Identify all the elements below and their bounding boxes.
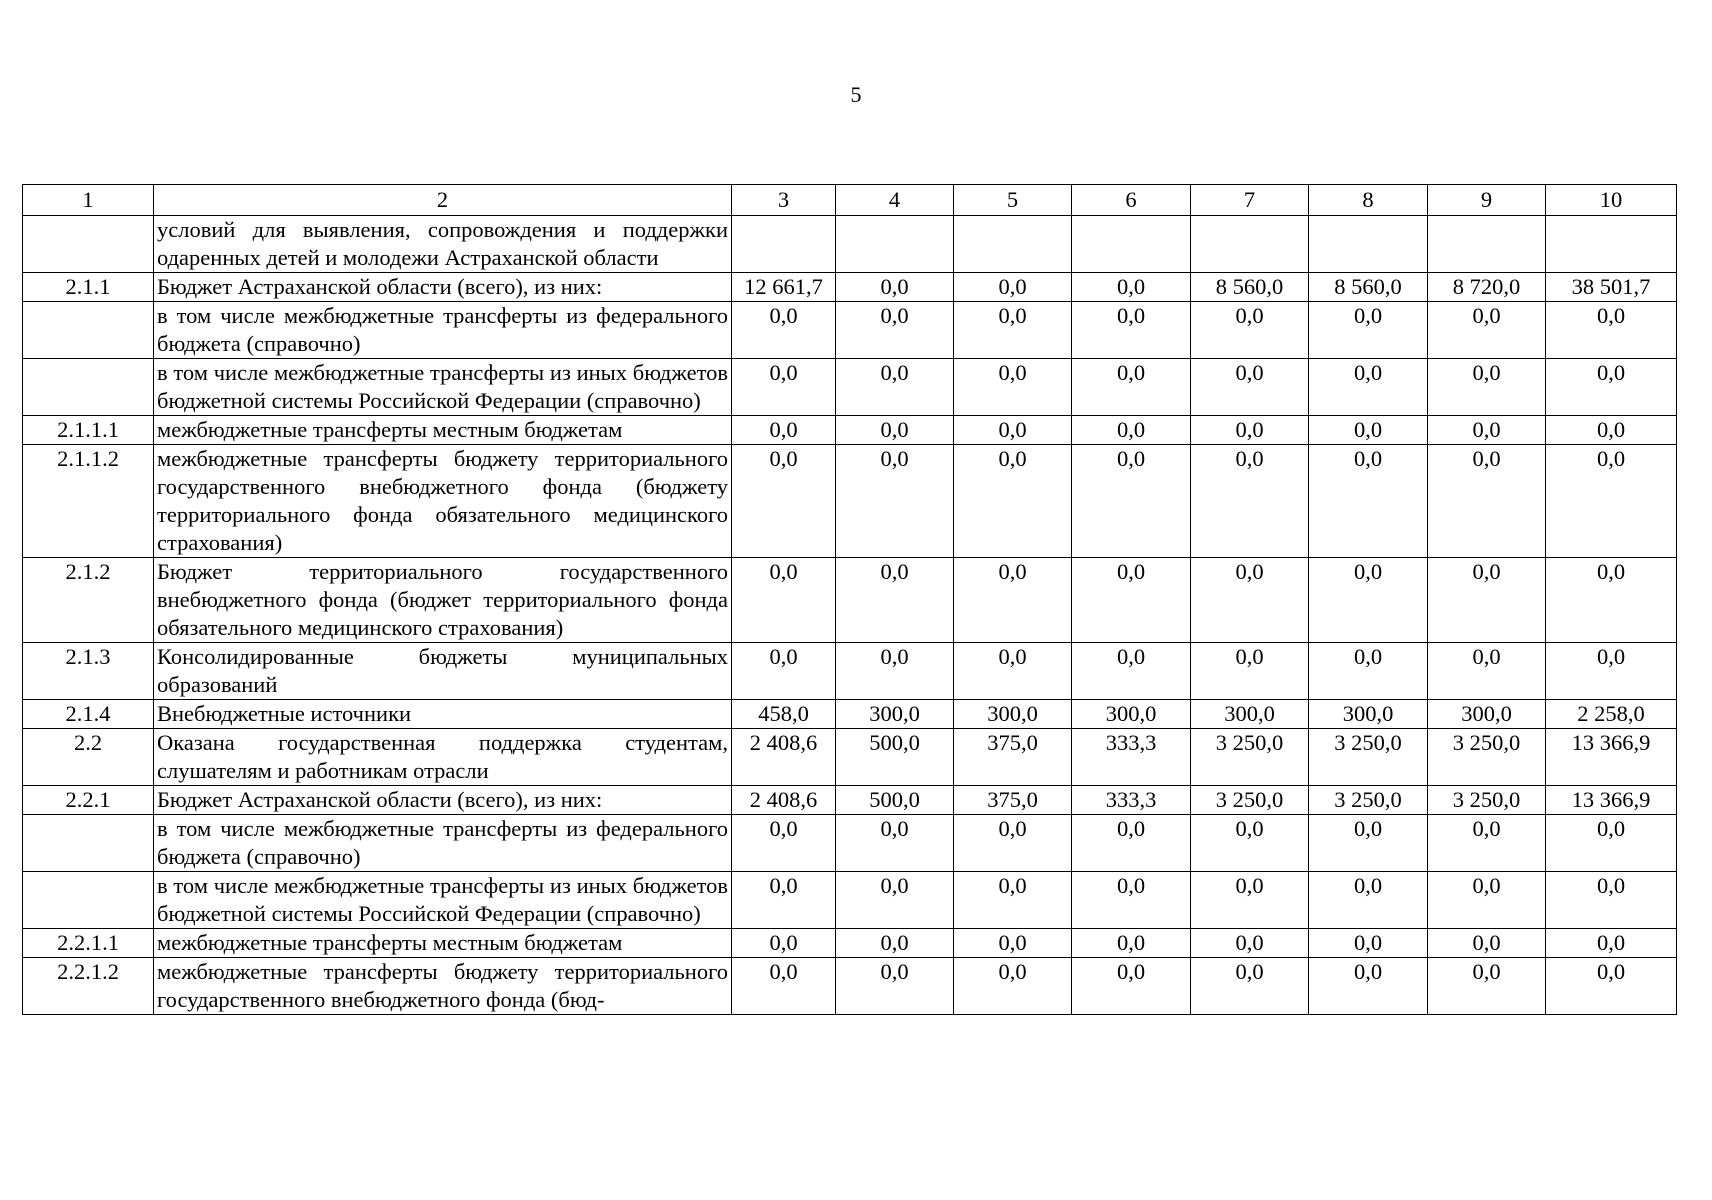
table-row xyxy=(23,273,1677,302)
value-cell: 0,0 xyxy=(1428,416,1546,445)
value-cell: 2 258,0 xyxy=(1546,700,1677,729)
value-cell: 0,0 xyxy=(1428,872,1546,929)
value-cell: 0,0 xyxy=(1546,815,1677,872)
page-number: 5 xyxy=(850,82,862,107)
row-code: 2.1.3 xyxy=(23,643,154,700)
value-cell: 0,0 xyxy=(1191,929,1309,958)
table-row xyxy=(23,216,1677,273)
value-cell: 0,0 xyxy=(1546,359,1677,416)
value-cell: 0,0 xyxy=(732,359,836,416)
value-cell: 500,0 xyxy=(836,729,954,786)
value-cell: 0,0 xyxy=(1428,445,1546,558)
value-cell: 0,0 xyxy=(954,359,1072,416)
value-cell: 3 250,0 xyxy=(1309,786,1428,815)
value-cell: 0,0 xyxy=(1072,445,1191,558)
value-cell: 0,0 xyxy=(1309,359,1428,416)
value-cell: 333,3 xyxy=(1072,729,1191,786)
value-cell xyxy=(954,216,1072,273)
value-cell: 0,0 xyxy=(1309,558,1428,643)
value-cell: 0,0 xyxy=(1191,416,1309,445)
value-cell: 0,0 xyxy=(836,359,954,416)
value-cell: 0,0 xyxy=(1191,445,1309,558)
column-header: 7 xyxy=(1191,185,1309,216)
value-cell: 2 408,6 xyxy=(732,729,836,786)
value-cell: 0,0 xyxy=(836,643,954,700)
value-cell: 0,0 xyxy=(732,929,836,958)
value-cell: 0,0 xyxy=(1191,815,1309,872)
value-cell: 8 560,0 xyxy=(1191,273,1309,302)
value-cell: 38 501,7 xyxy=(1546,273,1677,302)
value-cell: 0,0 xyxy=(1191,958,1309,1015)
value-cell: 0,0 xyxy=(1191,359,1309,416)
value-cell: 0,0 xyxy=(954,558,1072,643)
value-cell: 13 366,9 xyxy=(1546,786,1677,815)
value-cell: 300,0 xyxy=(836,700,954,729)
value-cell: 0,0 xyxy=(1309,815,1428,872)
value-cell: 0,0 xyxy=(836,815,954,872)
column-header: 3 xyxy=(732,185,836,216)
value-cell: 0,0 xyxy=(732,872,836,929)
row-name: в том числе межбюджетные трансферты из федерального бюджета (справочно) xyxy=(154,302,732,359)
value-cell: 0,0 xyxy=(954,302,1072,359)
value-cell xyxy=(1428,216,1546,273)
row-name: в том числе межбюджетные трансферты из иных бюджетов бюджетной системы Российской Федерации (справочно) xyxy=(154,359,732,416)
value-cell: 0,0 xyxy=(1191,872,1309,929)
column-header: 2 xyxy=(154,185,732,216)
value-cell: 0,0 xyxy=(1191,558,1309,643)
value-cell xyxy=(1546,216,1677,273)
value-cell: 0,0 xyxy=(954,643,1072,700)
row-name: Внебюджетные источники xyxy=(154,700,732,729)
value-cell: 0,0 xyxy=(1072,302,1191,359)
value-cell: 0,0 xyxy=(732,958,836,1015)
value-cell: 0,0 xyxy=(836,872,954,929)
value-cell: 0,0 xyxy=(954,958,1072,1015)
column-header: 1 xyxy=(23,185,154,216)
value-cell: 12 661,7 xyxy=(732,273,836,302)
value-cell: 0,0 xyxy=(1546,302,1677,359)
value-cell: 0,0 xyxy=(1428,359,1546,416)
row-name: межбюджетные трансферты местным бюджетам xyxy=(154,416,732,445)
column-header: 4 xyxy=(836,185,954,216)
table-row xyxy=(23,643,1677,700)
value-cell: 0,0 xyxy=(1309,929,1428,958)
value-cell: 2 408,6 xyxy=(732,786,836,815)
value-cell: 3 250,0 xyxy=(1191,786,1309,815)
value-cell: 0,0 xyxy=(732,416,836,445)
value-cell: 0,0 xyxy=(1072,416,1191,445)
value-cell: 0,0 xyxy=(732,445,836,558)
row-code: 2.2.1 xyxy=(23,786,154,815)
column-header: 9 xyxy=(1428,185,1546,216)
value-cell: 0,0 xyxy=(1072,958,1191,1015)
table-row xyxy=(23,929,1677,958)
value-cell: 0,0 xyxy=(1546,643,1677,700)
value-cell: 0,0 xyxy=(1428,643,1546,700)
value-cell: 0,0 xyxy=(1072,558,1191,643)
row-name: условий для выявления, сопровождения и поддержки одаренных детей и молодежи Астраханской области xyxy=(154,216,732,273)
value-cell: 0,0 xyxy=(1309,643,1428,700)
table-row xyxy=(23,815,1677,872)
value-cell: 13 366,9 xyxy=(1546,729,1677,786)
row-name: межбюджетные трансферты бюджету территориального государственного внебюджетного фонда (бюджету территориального фонда обязательного медицинского страхования) xyxy=(154,445,732,558)
value-cell: 0,0 xyxy=(732,643,836,700)
table-row xyxy=(23,700,1677,729)
budget-table xyxy=(22,184,1677,1015)
table-row xyxy=(23,445,1677,558)
value-cell: 0,0 xyxy=(836,929,954,958)
value-cell: 0,0 xyxy=(1309,958,1428,1015)
value-cell: 0,0 xyxy=(1309,445,1428,558)
value-cell: 0,0 xyxy=(954,872,1072,929)
value-cell: 0,0 xyxy=(1428,558,1546,643)
table-row xyxy=(23,359,1677,416)
value-cell: 0,0 xyxy=(1428,929,1546,958)
value-cell: 0,0 xyxy=(836,273,954,302)
table-row xyxy=(23,786,1677,815)
row-name: межбюджетные трансферты местным бюджетам xyxy=(154,929,732,958)
value-cell: 0,0 xyxy=(1072,872,1191,929)
row-name: в том числе межбюджетные трансферты из федерального бюджета (справочно) xyxy=(154,815,732,872)
value-cell: 0,0 xyxy=(1072,359,1191,416)
value-cell: 300,0 xyxy=(954,700,1072,729)
table-row xyxy=(23,558,1677,643)
value-cell: 0,0 xyxy=(1546,558,1677,643)
value-cell: 0,0 xyxy=(836,958,954,1015)
value-cell xyxy=(732,216,836,273)
value-cell: 0,0 xyxy=(836,416,954,445)
row-code: 2.1.4 xyxy=(23,700,154,729)
row-code: 2.2 xyxy=(23,729,154,786)
value-cell: 0,0 xyxy=(1309,302,1428,359)
column-header-row xyxy=(23,185,1677,216)
value-cell: 0,0 xyxy=(732,815,836,872)
row-code xyxy=(23,815,154,872)
value-cell xyxy=(1191,216,1309,273)
value-cell: 0,0 xyxy=(1428,302,1546,359)
value-cell: 0,0 xyxy=(1428,958,1546,1015)
value-cell: 0,0 xyxy=(1546,958,1677,1015)
value-cell: 0,0 xyxy=(1546,872,1677,929)
value-cell: 8 720,0 xyxy=(1428,273,1546,302)
value-cell: 300,0 xyxy=(1191,700,1309,729)
value-cell: 0,0 xyxy=(1072,929,1191,958)
value-cell: 0,0 xyxy=(1072,815,1191,872)
column-header: 5 xyxy=(954,185,1072,216)
value-cell: 3 250,0 xyxy=(1428,786,1546,815)
value-cell: 300,0 xyxy=(1309,700,1428,729)
value-cell: 0,0 xyxy=(1072,273,1191,302)
value-cell: 0,0 xyxy=(954,445,1072,558)
value-cell: 375,0 xyxy=(954,729,1072,786)
row-code: 2.2.1.2 xyxy=(23,958,154,1015)
value-cell: 0,0 xyxy=(1546,929,1677,958)
row-name: в том числе межбюджетные трансферты из иных бюджетов бюджетной системы Российской Федерации (справочно) xyxy=(154,872,732,929)
row-code: 2.1.2 xyxy=(23,558,154,643)
value-cell: 3 250,0 xyxy=(1428,729,1546,786)
value-cell: 0,0 xyxy=(954,815,1072,872)
row-code xyxy=(23,216,154,273)
value-cell: 0,0 xyxy=(836,302,954,359)
value-cell: 0,0 xyxy=(1191,302,1309,359)
row-code xyxy=(23,302,154,359)
value-cell: 0,0 xyxy=(954,929,1072,958)
column-header: 6 xyxy=(1072,185,1191,216)
table-row xyxy=(23,729,1677,786)
row-name: Бюджет территориального государственного внебюджетного фонда (бюджет территориального фонда обязательного медицинского страхования) xyxy=(154,558,732,643)
value-cell xyxy=(1309,216,1428,273)
value-cell: 0,0 xyxy=(1428,815,1546,872)
value-cell: 8 560,0 xyxy=(1309,273,1428,302)
value-cell: 0,0 xyxy=(954,273,1072,302)
column-header: 8 xyxy=(1309,185,1428,216)
value-cell: 300,0 xyxy=(1428,700,1546,729)
value-cell xyxy=(836,216,954,273)
value-cell: 0,0 xyxy=(1309,416,1428,445)
table-row xyxy=(23,416,1677,445)
row-name: Оказана государственная поддержка студентам, слушателям и работникам отрасли xyxy=(154,729,732,786)
value-cell: 3 250,0 xyxy=(1309,729,1428,786)
value-cell: 375,0 xyxy=(954,786,1072,815)
row-name: Бюджет Астраханской области (всего), из них: xyxy=(154,273,732,302)
value-cell: 0,0 xyxy=(732,558,836,643)
row-code: 2.1.1.1 xyxy=(23,416,154,445)
value-cell: 0,0 xyxy=(1072,643,1191,700)
table-row xyxy=(23,958,1677,1015)
value-cell: 3 250,0 xyxy=(1191,729,1309,786)
value-cell: 333,3 xyxy=(1072,786,1191,815)
value-cell: 0,0 xyxy=(1191,643,1309,700)
row-name: Бюджет Астраханской области (всего), из них: xyxy=(154,786,732,815)
value-cell: 0,0 xyxy=(954,416,1072,445)
table-body xyxy=(23,185,1677,1015)
row-name: межбюджетные трансферты бюджету территориального государственного внебюджетного фонда (бюд- xyxy=(154,958,732,1015)
value-cell: 0,0 xyxy=(1309,872,1428,929)
value-cell: 458,0 xyxy=(732,700,836,729)
value-cell: 0,0 xyxy=(1546,445,1677,558)
value-cell: 0,0 xyxy=(732,302,836,359)
value-cell: 300,0 xyxy=(1072,700,1191,729)
value-cell: 0,0 xyxy=(1546,416,1677,445)
row-code: 2.2.1.1 xyxy=(23,929,154,958)
value-cell: 0,0 xyxy=(836,445,954,558)
table-row xyxy=(23,302,1677,359)
row-name: Консолидированные бюджеты муниципальных образований xyxy=(154,643,732,700)
table-row xyxy=(23,872,1677,929)
row-code xyxy=(23,872,154,929)
value-cell: 500,0 xyxy=(836,786,954,815)
row-code: 2.1.1.2 xyxy=(23,445,154,558)
value-cell: 0,0 xyxy=(836,558,954,643)
row-code: 2.1.1 xyxy=(23,273,154,302)
row-code xyxy=(23,359,154,416)
column-header: 10 xyxy=(1546,185,1677,216)
value-cell xyxy=(1072,216,1191,273)
